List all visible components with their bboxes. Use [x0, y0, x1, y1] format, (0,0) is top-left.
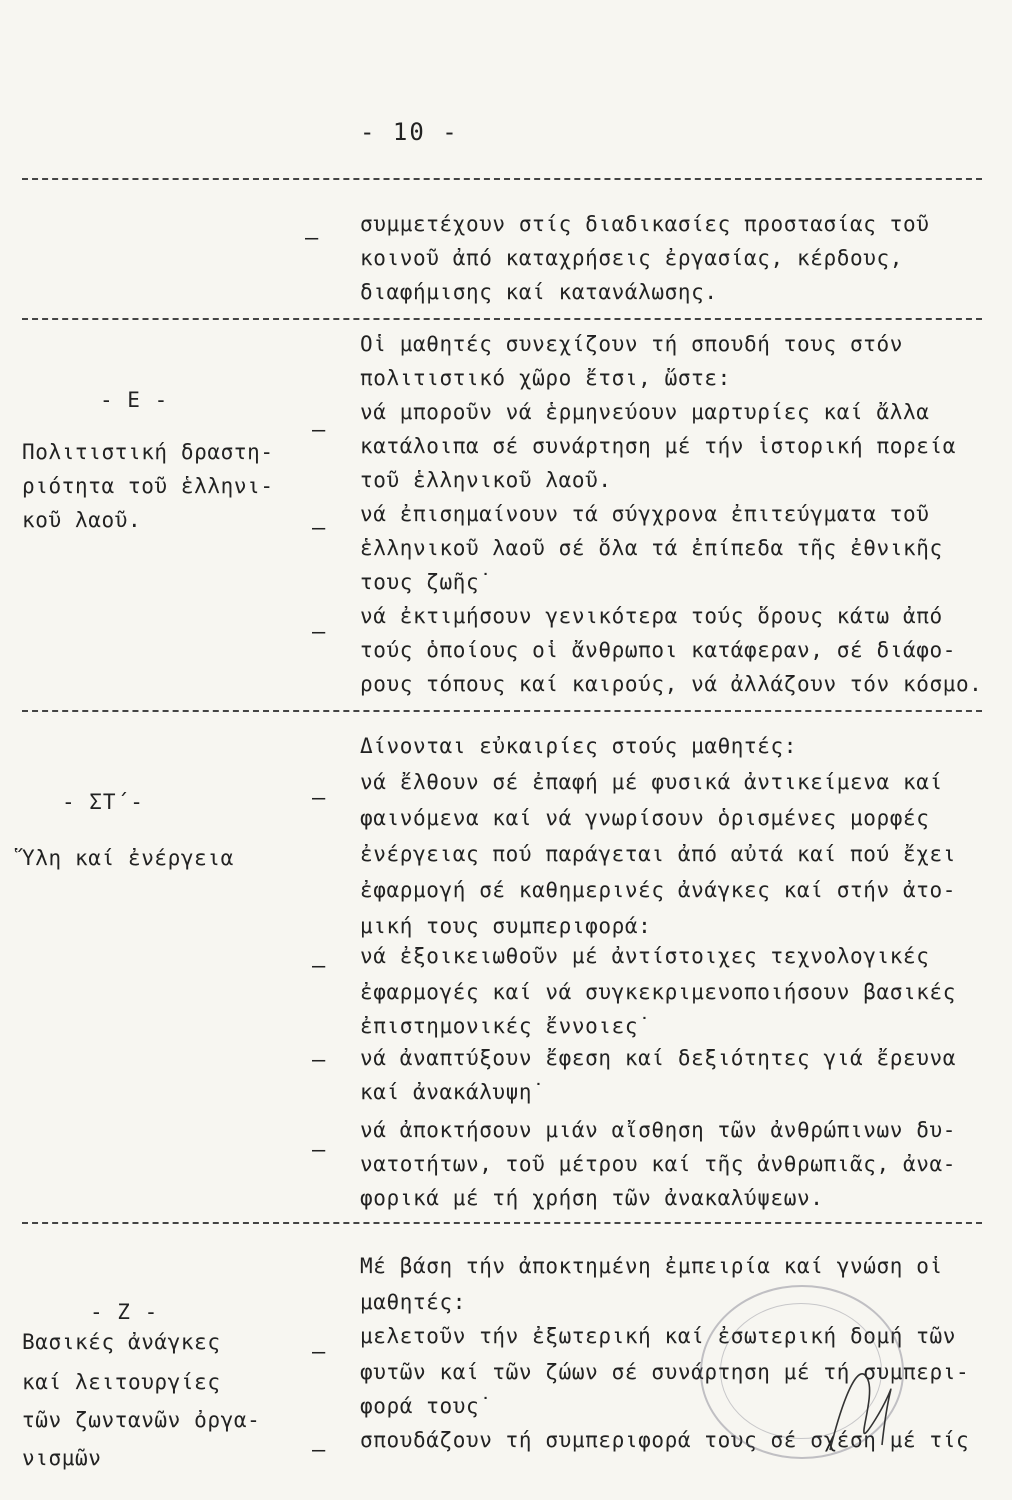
- text-line: νά ἀναπτύξουν ἔφεση καί δεξιότητες γιά ἔρευνα: [360, 1046, 956, 1070]
- side-title-line: Ὕλη καί ἐνέργεια: [22, 846, 234, 870]
- text-line: καί ἀνακάλυψη˙: [360, 1080, 546, 1104]
- item-dash: –: [312, 516, 326, 541]
- text-line: συμμετέχουν στίς διαδικασίες προστασίας τοῦ: [360, 212, 930, 236]
- intro-line: Μέ βάση τήν ἀποκτημένη ἐμπειρία καί γνώση οἱ: [360, 1254, 943, 1278]
- separator-rule: [22, 710, 982, 712]
- intro-line: μαθητές:: [360, 1290, 466, 1314]
- text-line: τοῦ ἑλληνικοῦ λαοῦ.: [360, 468, 612, 492]
- text-line: τούς ὁποίους οἱ ἄνθρωποι κατάφεραν, σέ διάφο-: [360, 638, 956, 662]
- text-line: νά ἐξοικειωθοῦν μέ ἀντίστοιχες τεχνολογικές: [360, 944, 930, 968]
- signature: [820, 1350, 900, 1470]
- text-line: ἐφαρμογές καί νά συγκεκριμενοποιήσουν βασικές: [360, 980, 956, 1004]
- section-label-st: - ΣΤ΄-: [62, 790, 144, 814]
- separator-rule: [22, 1222, 982, 1224]
- text-line: ρους τόπους καί καιρούς, νά ἀλλάζουν τόν κόσμο.: [360, 672, 983, 696]
- text-line: ἐνέργειας πού παράγεται ἀπό αὐτά καί πού ἔχει: [360, 842, 956, 866]
- side-title-line: καί λειτουργίες: [22, 1370, 221, 1394]
- text-line: τους ζωῆς˙: [360, 570, 493, 594]
- page-number: - 10 -: [360, 118, 459, 146]
- text-line: κοινοῦ ἀπό καταχρήσεις ἐργασίας, κέρδους,: [360, 246, 903, 270]
- text-line: νά μποροῦν νά ἑρμηνεύουν μαρτυρίες καί ἄλλα: [360, 400, 930, 424]
- text-line: ἐφαρμογή σέ καθημερινές ἀνάγκες καί στήν ἀτο-: [360, 878, 956, 902]
- text-line: σπουδάζουν τή συμπεριφορά τους σέ σχέση μέ τίς: [360, 1428, 970, 1452]
- item-dash: –: [312, 620, 326, 645]
- item-dash: –: [312, 954, 326, 979]
- text-line: μική τους συμπεριφορά:: [360, 914, 652, 938]
- text-line: νατοτήτων, τοῦ μέτρου καί τῆς ἀνθρωπιᾶς, ἀνα-: [360, 1152, 956, 1176]
- text-line: διαφήμισης καί κατανάλωσης.: [360, 280, 718, 304]
- side-title-line: τῶν ζωντανῶν ὀργα-: [22, 1408, 261, 1432]
- text-line: ἐπιστημονικές ἔννοιες˙: [360, 1014, 652, 1038]
- side-title-line: Πολιτιστική δραστη-: [22, 440, 274, 464]
- side-title-line: Βασικές ἀνάγκες: [22, 1330, 221, 1354]
- intro-line: Δίνονται εὐκαιρίες στούς μαθητές:: [360, 734, 798, 758]
- item-dash: –: [312, 1438, 326, 1463]
- item-dash: –: [312, 1048, 326, 1073]
- text-line: νά ἔλθουν σέ ἐπαφή μέ φυσικά ἀντικείμενα καί: [360, 770, 943, 794]
- section-label-e: - Ε -: [100, 388, 169, 412]
- side-title-line: ριότητα τοῦ ἑλληνι-: [22, 474, 274, 498]
- text-line: φαινόμενα καί νά γνωρίσουν ὁρισμένες μορφές: [360, 806, 930, 830]
- text-line: νά ἀποκτήσουν μιάν αἴσθηση τῶν ἀνθρώπινων δυ-: [360, 1118, 956, 1142]
- text-line: κατάλοιπα σέ συνάρτηση μέ τήν ἱστορική πορεία: [360, 434, 956, 458]
- side-title-line: κοῦ λαοῦ.: [22, 508, 142, 532]
- text-line: ἑλληνικοῦ λαοῦ σέ ὅλα τά ἐπίπεδα τῆς ἐθνικῆς: [360, 536, 943, 560]
- separator-rule: [22, 318, 982, 320]
- section-label-z: - Ζ -: [90, 1300, 159, 1324]
- intro-line: Οἱ μαθητές συνεχίζουν τή σπουδή τους στόν: [360, 332, 903, 356]
- text-line: φορά τους˙: [360, 1394, 493, 1418]
- item-dash: –: [312, 418, 326, 443]
- text-line: νά ἐπισημαίνουν τά σύγχρονα ἐπιτεύγματα τοῦ: [360, 502, 930, 526]
- separator-rule: [22, 178, 982, 180]
- text-line: φορικά μέ τή χρήση τῶν ἀνακαλύψεων.: [360, 1186, 824, 1210]
- item-dash: –: [305, 226, 319, 251]
- text-line: μελετοῦν τήν ἐξωτερική καί ἐσωτερική δομή τῶν: [360, 1324, 956, 1348]
- item-dash: –: [312, 786, 326, 811]
- item-dash: –: [312, 1138, 326, 1163]
- side-title-line: νισμῶν: [22, 1446, 102, 1470]
- intro-line: πολιτιστικό χῶρο ἔτσι, ὥστε:: [360, 366, 731, 390]
- text-line: φυτῶν καί τῶν ζώων σέ συνάρτηση μέ τή συμπερι-: [360, 1360, 970, 1384]
- item-dash: –: [312, 1340, 326, 1365]
- text-line: νά ἐκτιμήσουν γενικότερα τούς ὅρους κάτω ἀπό: [360, 604, 943, 628]
